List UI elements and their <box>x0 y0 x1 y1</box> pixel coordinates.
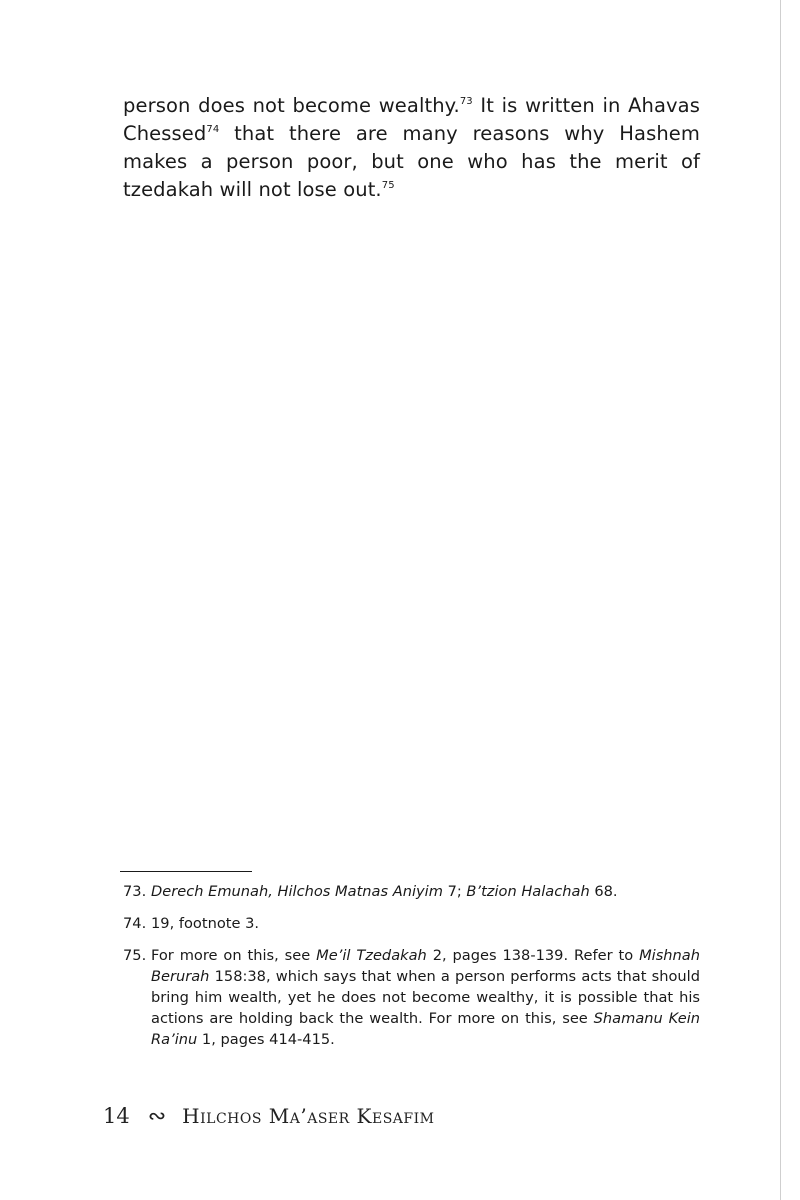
body-text-2: It is written in Ahavas Chessed <box>123 94 700 145</box>
body-text-3: that there are many reasons why Hashem makes a person poor, but one who has the merit of tzedakah will not lose out. <box>123 122 700 201</box>
running-title: Hilchos Ma’aser Kesafim <box>182 1104 435 1128</box>
footnote-number: 73. <box>123 883 147 900</box>
page-edge-line <box>780 0 781 1200</box>
footnote-text: 158:38, which says that when a person performs acts that should bring him wealth, yet he does not become wealthy, it is possible that his actions are holding back the wealth. For more on this, see <box>151 968 700 1027</box>
body-paragraph <box>123 92 700 204</box>
body-text-1: person does not become wealthy. <box>123 94 460 117</box>
footnote-ref-73[interactable]: 73 <box>459 95 473 107</box>
footnote-74 <box>123 913 700 934</box>
citation-title: Derech Emunah, Hilchos Matnas Aniyim <box>151 883 443 900</box>
footnote-number: 74. <box>123 915 147 932</box>
separator-ornament-icon: ∾ <box>147 1104 167 1129</box>
citation-title: Mishnah Berurah <box>151 947 701 985</box>
footnote-ref-75[interactable]: 75 <box>381 179 395 191</box>
footnote-text: 7; <box>442 883 467 900</box>
citation-title: Me’il Tzedakah <box>316 947 427 964</box>
footnote-75 <box>123 945 700 1050</box>
footnote-text: 68. <box>589 883 618 900</box>
footnote-ref-74[interactable]: 74 <box>206 123 220 135</box>
footnotes-section <box>123 881 700 1061</box>
footnote-text: For more on this, see <box>151 947 317 964</box>
footnote-separator-rule <box>120 871 252 872</box>
citation-title: B’tzion Halachah <box>466 883 590 900</box>
footnote-text: 2, pages 138-139. Refer to <box>426 947 640 964</box>
page-footer <box>103 1104 435 1134</box>
footnote-text: 19, footnote 3. <box>151 915 260 932</box>
page-number: 14 <box>103 1104 130 1128</box>
footnote-text: 1, pages 414-415. <box>197 1031 335 1048</box>
footnote-number: 75. <box>123 947 147 964</box>
citation-title: Shamanu Kein Ra’inu <box>151 1010 701 1048</box>
footnote-73 <box>123 881 700 902</box>
